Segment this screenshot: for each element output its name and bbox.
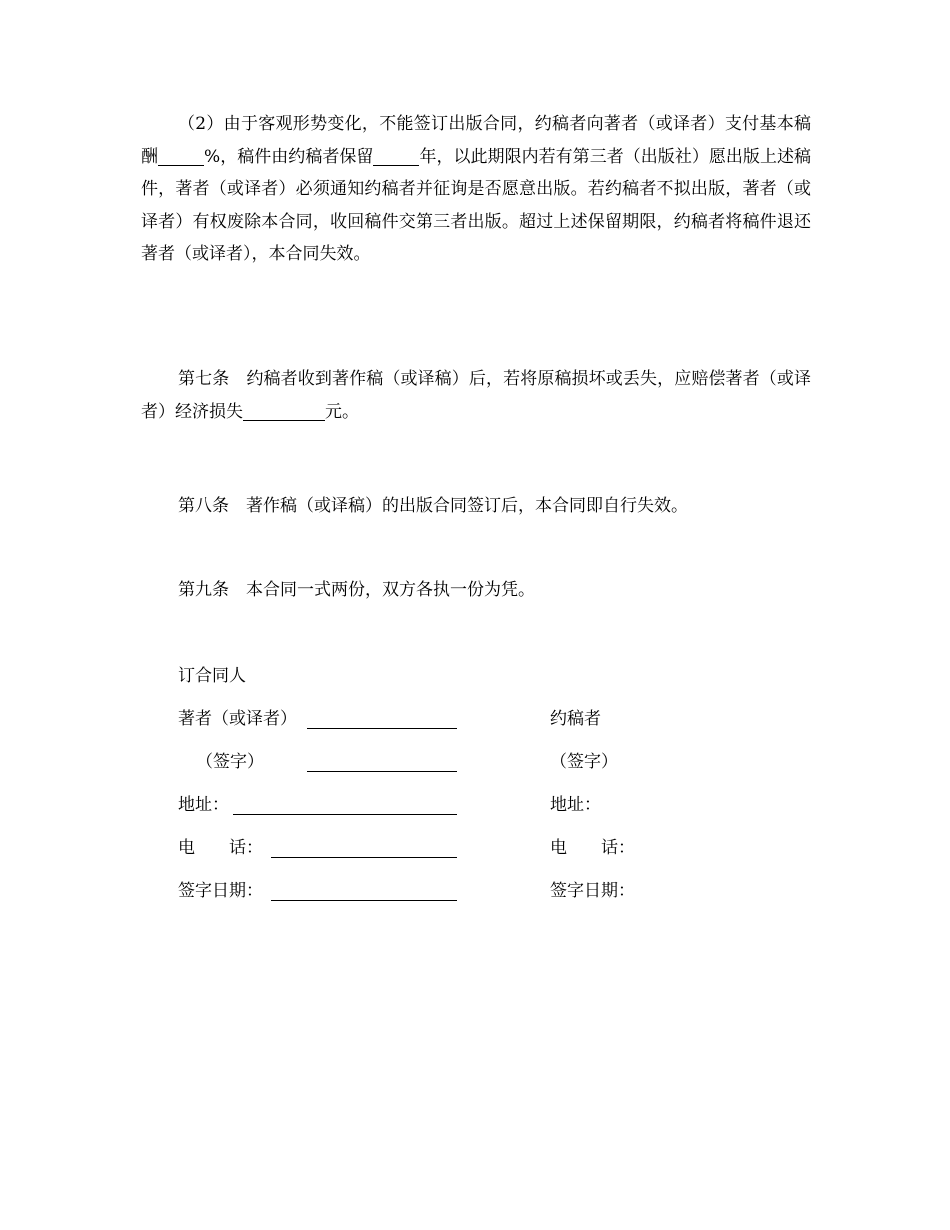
author-name-line[interactable]	[307, 728, 457, 729]
retention-years-blank[interactable]	[373, 148, 419, 166]
author-sign-label: （签字）	[196, 752, 264, 772]
clause-6-text-c: 年，以此期限内若有第三者（出版社）愿出版上述稿件，著者（或译者）必须通知约稿者并征询是否愿意出版。若约稿者不拟出版，著者（或译者）有权废除本合同，收回稿件交第三者出版。超过上述保留期限，约稿者将稿件退还著者（或译者），本合同失效。	[141, 146, 812, 264]
author-label: 著者（或译者）	[178, 709, 297, 729]
author-date-label: 签字日期：	[178, 881, 263, 901]
article-9: 第九条 本合同一式两份，双方各执一份为凭。	[178, 580, 535, 600]
author-phone-label: 电 话：	[178, 838, 263, 858]
signature-row-sign	[0, 750, 950, 774]
signature-row-date	[0, 879, 950, 903]
base-fee-percent-blank[interactable]	[158, 148, 204, 166]
article-7	[141, 363, 811, 428]
clause-6-item-2	[141, 108, 811, 271]
clause-6-text-b: %，稿件由约稿者保留	[204, 146, 374, 167]
signatories-title: 订合同人	[178, 666, 246, 686]
solicitor-label: 约稿者	[550, 709, 601, 729]
signature-row-address	[0, 793, 950, 817]
compensation-amount-blank[interactable]	[243, 403, 325, 421]
signature-row-phone	[0, 836, 950, 860]
clause-6-text-a: （2）由于客观形势变化，不能签订出版合同，约稿者向著者（或译者）支付基本稿酬	[141, 114, 811, 167]
solicitor-phone-label: 电 话：	[550, 838, 635, 858]
author-phone-line[interactable]	[271, 857, 457, 858]
author-address-label: 地址：	[178, 795, 229, 815]
signature-row-party	[0, 707, 950, 731]
solicitor-sign-label: （签字）	[550, 752, 618, 772]
solicitor-address-label: 地址：	[550, 795, 601, 815]
author-address-line[interactable]	[233, 814, 457, 815]
author-date-line[interactable]	[271, 900, 457, 901]
article-7-text-a: 第七条 约稿者收到著作稿（或译稿）后，若将原稿损坏或丢失，应赔偿著者（或译者）经济损失	[141, 369, 811, 422]
article-8: 第八条 著作稿（或译稿）的出版合同签订后，本合同即自行失效。	[178, 496, 688, 516]
solicitor-date-label: 签字日期：	[550, 881, 635, 901]
article-7-text-b: 元。	[325, 401, 359, 422]
author-signature-line[interactable]	[307, 771, 457, 772]
